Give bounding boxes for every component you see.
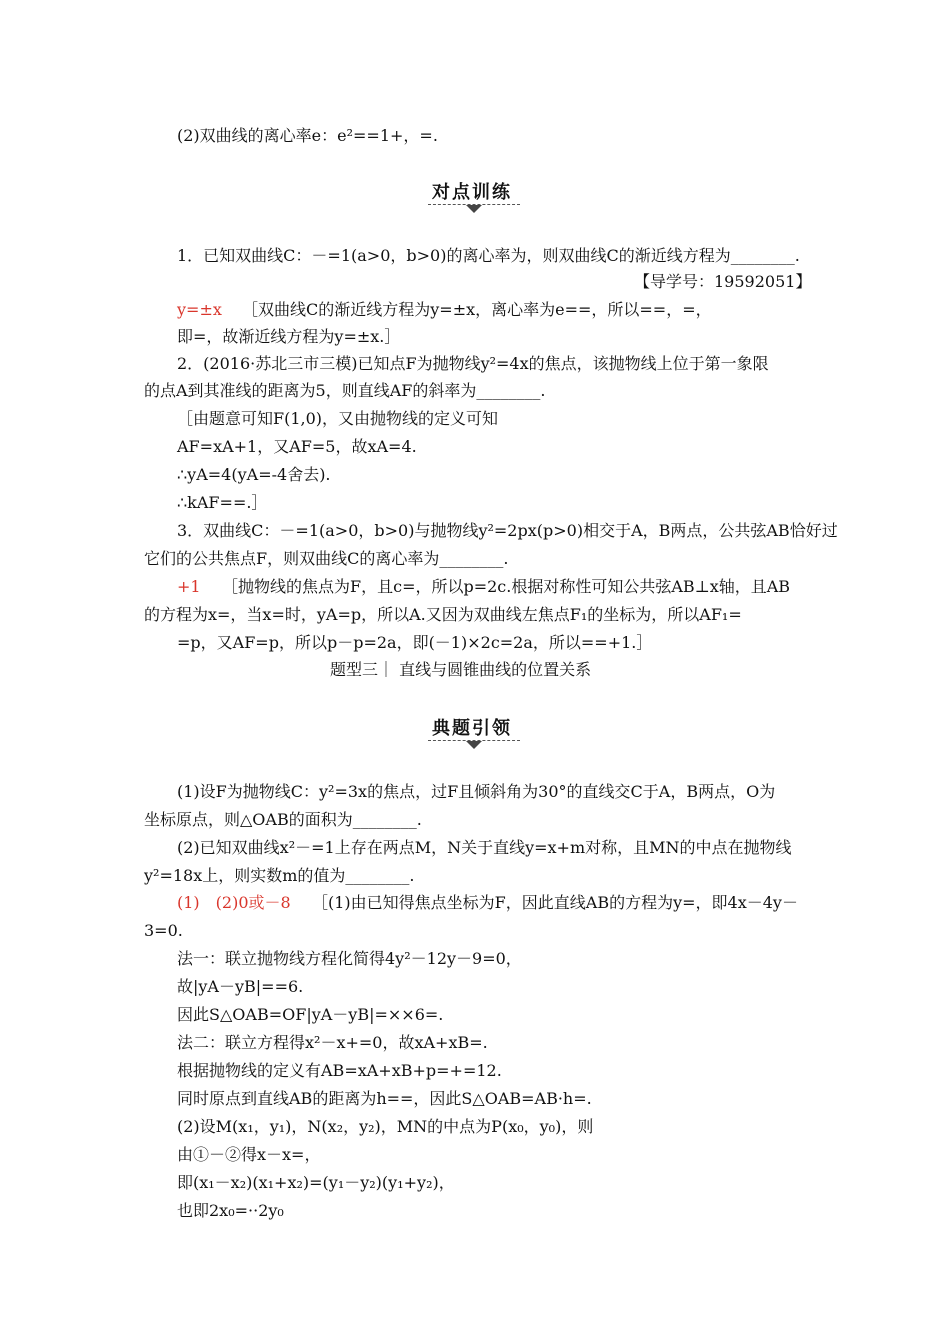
problem-1-reference: 【导学号：19592051】 — [634, 272, 812, 291]
section-heading-practice: 对点训练 — [432, 182, 512, 203]
example-question: y²=18x上，则实数m的值为________. — [144, 866, 415, 885]
example-solution: 3=0. — [144, 921, 183, 940]
problem-3-solution: =p，又AF=p，所以p－p=2a，即(－1)×2c=2a，所以==+1.］ — [177, 633, 653, 652]
solution-step: 法二：联立方程得x²－x+=0，故xA+xB=. — [177, 1033, 488, 1052]
solution-step: 因此S△OAB=OF|yA－yB|=××6=. — [177, 1005, 444, 1024]
solution-step: 故|yA－yB|==6. — [177, 977, 304, 996]
problem-2-solution: ［由题意可知F(1,0)，又由抛物线的定义可知 — [177, 409, 499, 428]
section-heading-examples: 典题引领 — [432, 718, 512, 739]
example-solution: ［(1)由已知得焦点坐标为F，因此直线AB的方程为y=，即4x－4y－ — [312, 893, 798, 912]
type-3-title: 题型三｜ 直线与圆锥曲线的位置关系 — [330, 660, 592, 679]
solution-step: (2)设M(x₁，y₁)，N(x₂，y₂)，MN的中点为P(x₀，y₀)，则 — [177, 1117, 594, 1136]
problem-1-solution: 即=，故渐近线方程为y=±x.］ — [177, 327, 401, 346]
problem-1-question: 1．已知双曲线C：－=1(a>0，b>0)的离心率为，则双曲线C的渐近线方程为________. — [177, 246, 800, 265]
solution-step: 根据抛物线的定义有AB=xA+xB+p=+=12. — [177, 1061, 502, 1080]
heading-triangle-icon — [466, 741, 482, 749]
solution-step: 法一：联立抛物线方程化简得4y²－12y－9=0， — [177, 949, 522, 968]
problem-2-solution: AF=xA+1，又AF=5，故xA=4. — [177, 437, 417, 456]
problem-3-solution: 的方程为x=，当x=时，yA=p，所以A.又因为双曲线左焦点F₁的坐标为，所以AF₁= — [144, 605, 742, 624]
problem-1-answer: y=±x — [177, 300, 222, 319]
problem-3-question: 它们的公共焦点F，则双曲线C的离心率为________. — [144, 549, 509, 568]
example-question: (1)设F为抛物线C：y²=3x的焦点，过F且倾斜角为30°的直线交C于A，B两点，O为 — [177, 782, 776, 801]
problem-3-solution: ［抛物线的焦点为F，且c=，所以p=2c.根据对称性可知公共弦AB⊥x轴，且AB — [222, 577, 791, 596]
problem-2-solution: ∴kAF==.］ — [177, 493, 268, 512]
problem-3-question: 3．双曲线C：－=1(a>0，b>0)与抛物线y²=2px(p>0)相交于A，B两点，公共弦AB恰好过 — [177, 521, 838, 540]
solution-step: 也即2x₀=··2y₀ — [177, 1201, 284, 1220]
example-question: (2)已知双曲线x²－=1上存在两点M，N关于直线y=x+m对称，且MN的中点在抛物线 — [177, 838, 792, 857]
intro-line: (2)双曲线的离心率e：e²==1+，=. — [177, 126, 438, 145]
problem-2-solution: ∴yA=4(yA=-4舍去). — [177, 465, 331, 484]
problem-1-solution: ［双曲线C的渐近线方程为y=±x，离心率为e==，所以==，=， — [242, 300, 712, 319]
solution-step: 由①－②得x－x=， — [177, 1145, 321, 1164]
solution-step: 同时原点到直线AB的距离为h==，因此S△OAB=AB·h=. — [177, 1089, 592, 1108]
problem-3-answer: +1 — [177, 577, 201, 596]
example-answer: (1) (2)0或－8 — [177, 893, 291, 912]
solution-step: 即(x₁－x₂)(x₁+x₂)=(y₁－y₂)(y₁+y₂)， — [177, 1173, 455, 1192]
problem-2-question: 2．(2016·苏北三市三模)已知点F为抛物线y²=4x的焦点，该抛物线上位于第一象限 — [177, 354, 769, 373]
example-question: 坐标原点，则△OAB的面积为________. — [144, 810, 422, 829]
problem-2-question: 的点A到其准线的距离为5，则直线AF的斜率为________. — [144, 381, 546, 400]
heading-triangle-icon — [466, 205, 482, 213]
